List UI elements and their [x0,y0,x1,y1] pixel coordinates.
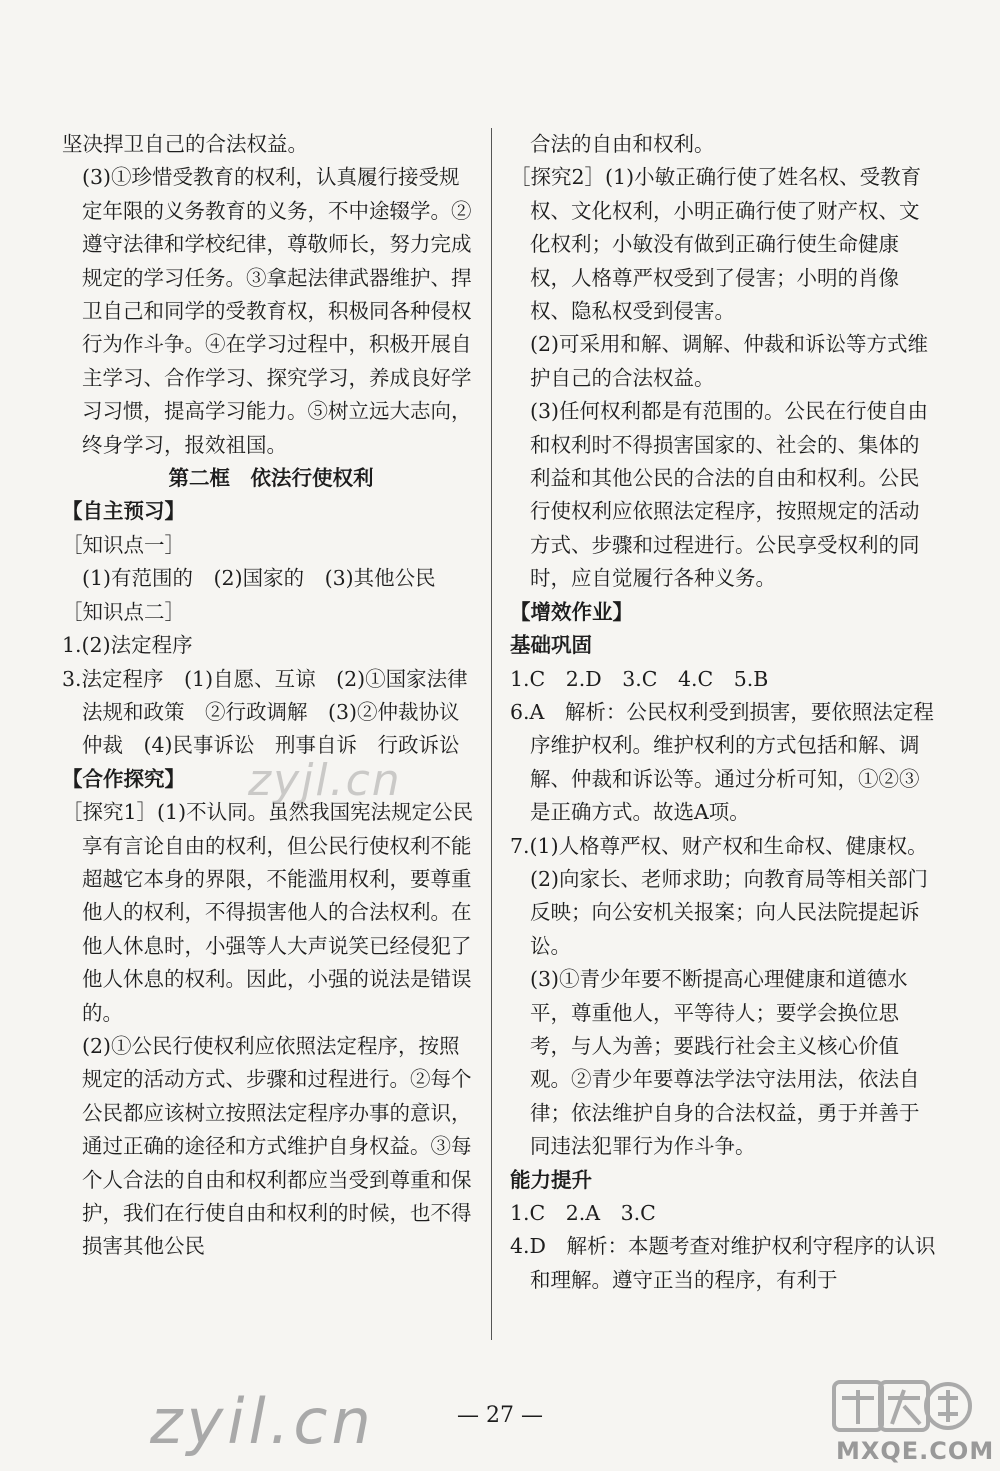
text-paragraph: 基础巩固 [510,633,592,658]
watermark-bottom: zyil.cn [150,1385,375,1458]
text-paragraph: (3)任何权利都是有范围的。公民在行使自由和权利时不得损害国家的、社会的、集体的利益和其他公民的合法的自由和权利。公民行使权利应依照法定程序，按照规定的活动方式、步骤和过程进行。公民享受权利的同时，应自觉履行各种义务。 [530,399,929,591]
text-paragraph: (2)①公民行使权利应依照法定程序，按照规定的活动方式、步骤和过程进行。②每个公民都应该树立按照法定程序办事的意识，通过正确的途径和方式维护自身权益。③每个人合法的自由和权利都应当受到尊重和保护，我们在行使自由和权利的时候，也不得损害其他公民 [82,1033,472,1259]
text-paragraph: (3)①珍惜受教育的权利，认真履行接受规定年限的义务教育的义务，不中途辍学。②遵守法律和学校纪律，尊敬师长，努力完成规定的学习任务。③拿起法律武器维护、捍卫自己和同学的受教育权，积极同各种侵权行为作斗争。④在学习过程中，积极开展自主学习、合作学习、探究学习，养成良好学习习惯，提高学习能力。⑤树立远大志向，终身学习，报效祖国。 [82,165,472,457]
text-paragraph: 【增效作业】 [510,599,633,624]
answer-site-logo-icon [832,1376,972,1438]
text-paragraph: 7.(1)人格尊严权、财产权和生命权、健康权。 [510,833,928,858]
watermark-middle: zyjl.cn [248,755,402,806]
text-paragraph: 1.(2)法定程序 [62,633,193,658]
text-paragraph: 能力提升 [510,1167,592,1192]
text-paragraph: 1.C 2.A 3.C [510,1201,656,1225]
text-paragraph: (2)向家长、老师求助；向教育局等相关部门反映；向公安机关报案；向人民法院提起诉讼。 [530,866,929,958]
column-divider [491,128,492,1340]
text-paragraph: 【合作探究】 [62,766,185,791]
text-paragraph: 4.D 解析：本题考查对维护权利守程序的认识和理解。遵守正当的程序，有利于 [510,1234,936,1292]
text-paragraph: 第二框 依法行使权利 [168,466,374,491]
text-paragraph: 合法的自由和权利。 [530,132,715,156]
text-paragraph: 坚决捍卫自己的合法权益。 [62,132,308,156]
text-paragraph: (3)①青少年要不断提高心理健康和道德水平，尊重他人，平等待人；要学会换位思考，与人为善；要践行社会主义核心价值观。②青少年要尊法学法守法用法，依法自律；依法维护自身的合法权益，勇于并善于同违法犯罪行为作斗争。 [530,967,920,1159]
text-paragraph: 【自主预习】 [62,499,185,524]
text-paragraph: (2)可采用和解、调解、仲裁和诉讼等方式维护自己的合法权益。 [530,332,929,390]
text-paragraph: 6.A 解析：公民权利受到损害，要依照法定程序维护权利。维护权利的方式包括和解、调解、仲裁和诉讼等。通过分析可知，①②③是正确方式。故选A项。 [510,699,934,825]
text-paragraph: ［知识点一］ [62,532,185,557]
text-paragraph: 3.法定程序 (1)自愿、互谅 (2)①国家法律法规和政策 ②行政调解 (3)②仲裁协议 仲裁 (4)民事诉讼 刑事自诉 行政诉讼 [62,666,481,758]
right-column [510,128,938,1297]
left-column [62,128,480,1264]
text-paragraph: (1)有范围的 (2)国家的 (3)其他公民 [82,566,436,591]
text-paragraph: ［知识点二］ [62,599,185,624]
page-number: — 27 — [457,1403,543,1428]
text-paragraph: 1.C 2.D 3.C 4.C 5.B [510,666,769,691]
text-paragraph: ［探究1］(1)不认同。虽然我国宪法规定公民享有言论自由的权利，但公民行使权利不能超越它本身的界限，不能滥用权利，要尊重他人的权利，不得损害他人的合法权利。在他人休息时，小强等人大声说笑已经侵犯了他人休息的权利。因此，小强的说法是错误的。 [62,800,474,1025]
text-paragraph: ［探究2］(1)小敏正确行使了姓名权、受教育权、文化权利，小明正确行使了财产权、文化权利；小敏没有做到正确行使生命健康权，人格尊严权受到了侵害；小明的肖像权、隐私权受到侵害。 [510,165,922,324]
watermark-logo-text: MXQE.COM [836,1437,995,1465]
